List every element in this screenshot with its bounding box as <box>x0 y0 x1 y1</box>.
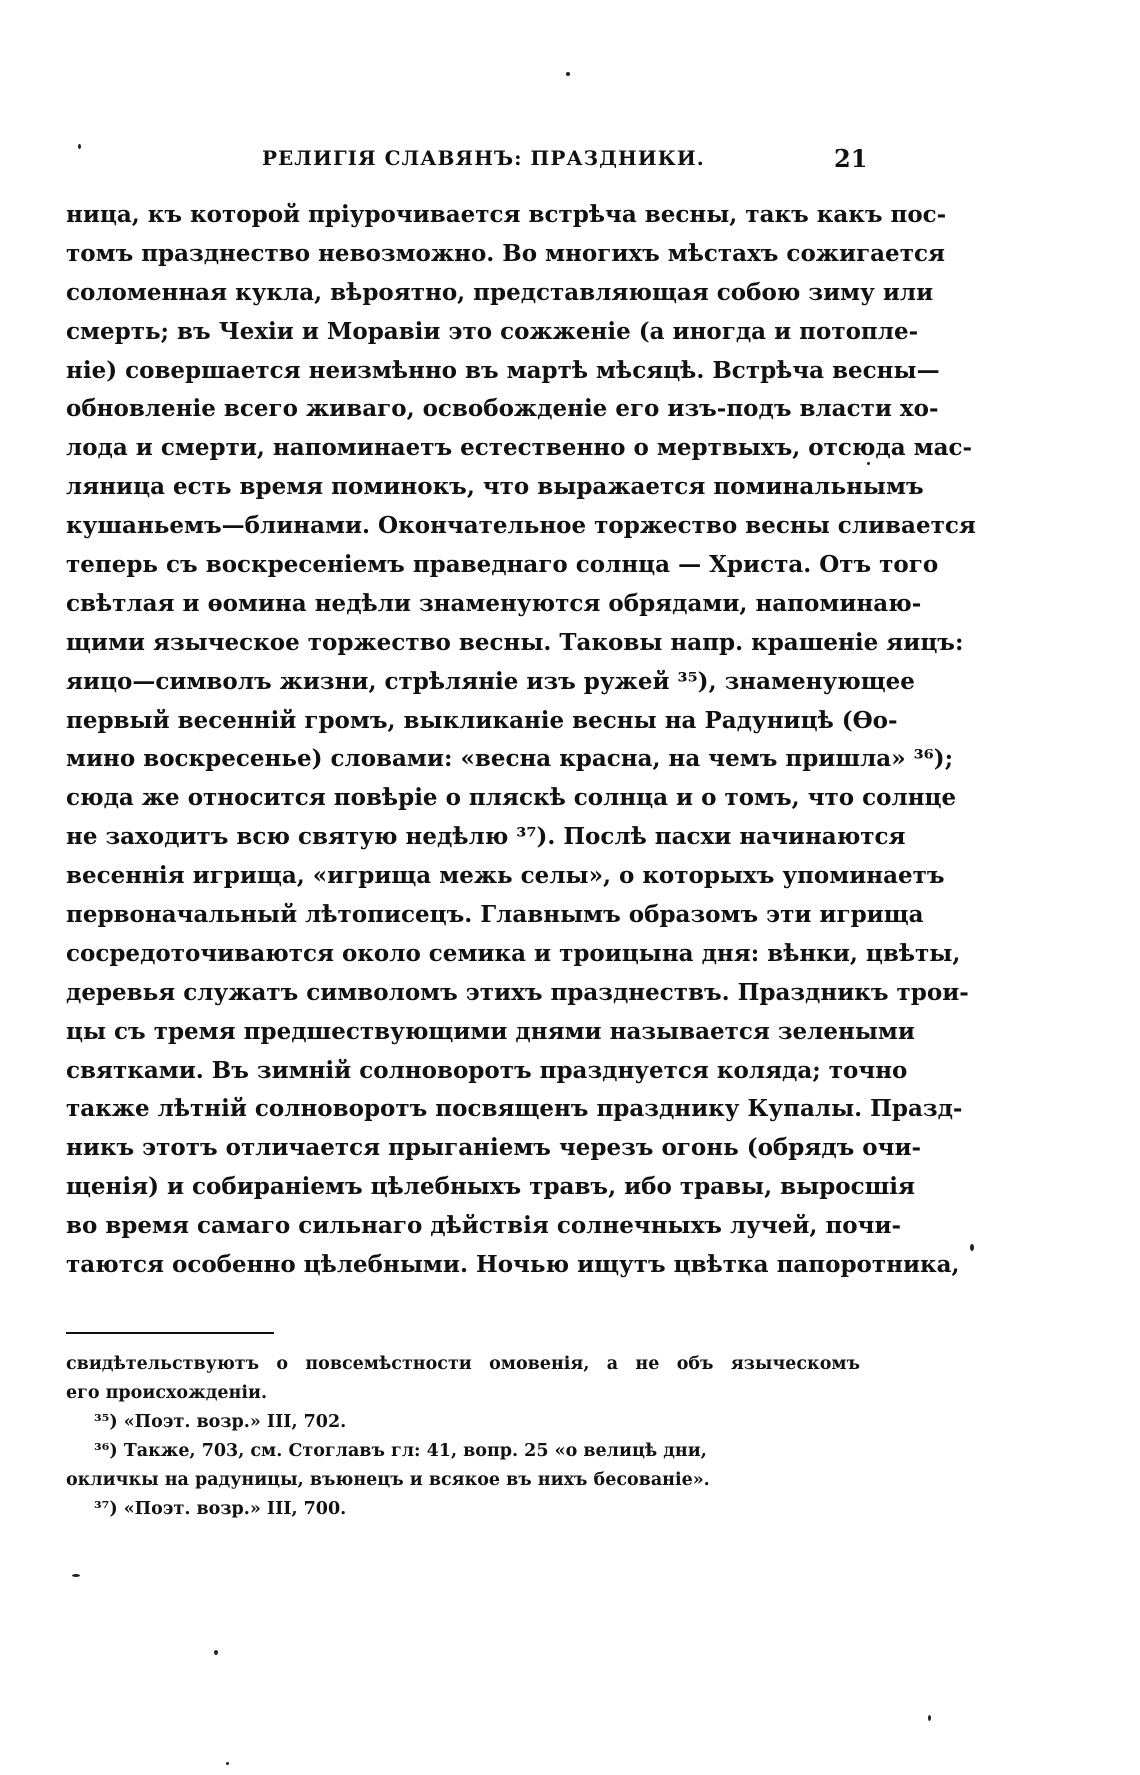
footnote-36: ³⁶) Также, 703, см. Стоглавъ гл: 41, вопр. 25 «о велицѣ дни, <box>94 1441 707 1461</box>
body-text <box>66 196 976 1285</box>
text-line: цы съ тремя предшествующими днями называется зелеными <box>66 1017 915 1045</box>
text-line: яицо—символъ жизни, стрѣляніе изъ ружей ³⁵), знаменующее <box>66 667 915 695</box>
text-line: смерть; въ Чехіи и Моравіи это сожженіе (а иногда и потопле- <box>66 317 919 345</box>
text-line: ница, къ которой пріурочивается встрѣча весны, такъ какъ пос- <box>66 201 947 228</box>
scan-speck <box>566 72 570 76</box>
text-line: ніе) совершается неизмѣнно въ мартѣ мѣсяцѣ. Встрѣча весны— <box>66 356 940 384</box>
text-line: сюда же относится повѣріе о пляскѣ солнца и о томъ, что солнце <box>66 784 957 812</box>
text-line: деревья служатъ символомъ этихъ празднествъ. Праздникъ трои- <box>66 978 969 1006</box>
text-line: таются особенно цѣлебными. Ночью ищутъ цвѣтка папоротника, <box>66 1251 960 1279</box>
text-line: теперь съ воскресеніемъ праведнаго солнца — Христа. Отъ того <box>66 551 939 579</box>
footnote-36-continued: окличкы на радуницы, въюнецъ и всякое въ нихъ бесованіе». <box>66 1470 710 1490</box>
text-line: никъ этотъ отличается прыганіемъ черезъ огонь (обрядъ очи- <box>66 1134 922 1162</box>
text-line: обновленіе всего живаго, освобожденіе его изъ-подъ власти хо- <box>66 395 939 423</box>
text-line: соломенная кукла, вѣроятно, представляющая собою зиму или <box>66 278 934 306</box>
text-line: первоначальный лѣтописецъ. Главнымъ образомъ эти игрища <box>66 901 924 929</box>
text-line: не заходитъ всю святую недѣлю ³⁷). Послѣ пасхи начинаются <box>66 823 906 851</box>
scan-speck <box>928 1715 931 1721</box>
text-line: сосредоточиваются около семика и троицына дня: вѣнки, цвѣты, <box>66 939 961 967</box>
text-line: во время самаго сильнаго дѣйствія солнечныхъ лучей, почи- <box>66 1212 902 1240</box>
text-line: щими языческое торжество весны. Таковы напр. крашеніе яицъ: <box>66 628 964 656</box>
text-line: весеннія игрища, «игрища межь селы», о которыхъ упоминаетъ <box>66 862 945 890</box>
text-line: кушаньемъ—блинами. Окончательное торжество весны сливается <box>66 512 976 540</box>
text-line: ляница есть время поминокъ, что выражается поминальнымъ <box>66 473 924 501</box>
footnote-rule <box>66 1332 274 1334</box>
text-line: свѣтлая и ѳомина недѣли знаменуются обрядами, напоминаю- <box>66 589 922 617</box>
text-line: святками. Въ зимній солноворотъ празднуется коляда; точно <box>66 1056 908 1084</box>
running-head: РЕЛИГІЯ СЛАВЯНЪ: ПРАЗДНИКИ. <box>262 146 705 170</box>
scan-speck <box>226 1762 229 1765</box>
page-number: 21 <box>834 144 868 173</box>
scan-speck <box>867 462 870 465</box>
scan-speck <box>970 1244 974 1251</box>
footnote-35: ³⁵) «Поэт. возр.» III, 702. <box>94 1412 347 1432</box>
text-line: также лѣтній солноворотъ посвященъ празднику Купалы. Празд- <box>66 1095 963 1123</box>
footnote-line: его происхожденіи. <box>66 1383 268 1403</box>
footnotes <box>66 1350 860 1524</box>
footnote-37: ³⁷) «Поэт. возр.» III, 700. <box>94 1499 347 1519</box>
scan-speck <box>214 1650 218 1655</box>
text-line: мино воскресенье) словами: «весна красна, на чемъ пришла» ³⁶); <box>66 745 954 773</box>
text-line: первый весенній громъ, выкликаніе весны на Радуницѣ (Ѳо- <box>66 706 898 734</box>
footnote-line: свидѣтельствуютъ о повсемѣстности омовенія, а не объ языческомъ <box>66 1354 860 1374</box>
text-line: щенія) и собираніемъ цѣлебныхъ травъ, ибо травы, выросшія <box>66 1173 916 1201</box>
text-line: лода и смерти, напоминаетъ естественно о мертвыхъ, отсюда мас- <box>66 434 973 462</box>
scan-speck <box>72 1574 80 1577</box>
scan-speck <box>78 144 81 149</box>
text-line: томъ празднество невозможно. Во многихъ мѣстахъ сожигается <box>66 239 945 267</box>
